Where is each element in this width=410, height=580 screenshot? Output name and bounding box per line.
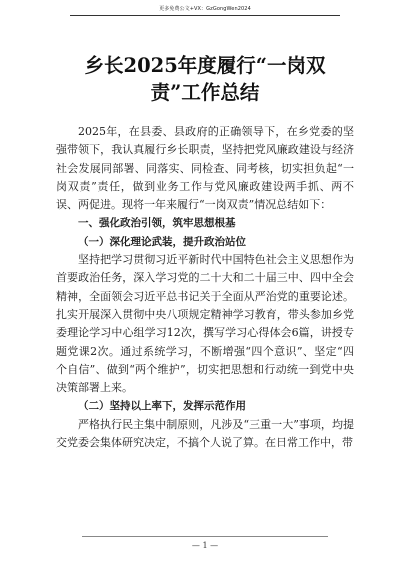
body-paragraph: 严格执行民主集中制原则，凡涉及“三重一大”事项，均提交党委会集体研究决定，不搞个人说了算。在日常工作中，带 bbox=[56, 417, 354, 450]
document-body bbox=[56, 123, 354, 452]
page-header: 更多免费公文+VX：GzGongWen2024 bbox=[159, 6, 251, 12]
header-divider bbox=[70, 15, 340, 16]
intro-paragraph: 2025年，在县委、县政府的正确领导下，在乡党委的坚强带领下，我认真履行乡长职责，坚持把党风廉政建设与经济社会发展同部署、同落实、同检查、同考核，切实担负起“一岗双责”责任，做到业务工作与党风廉政建设两手抓、两不误、两促进。现将一年来履行“一岗双责”情况总结如下： bbox=[56, 125, 354, 212]
body-paragraph: 坚持把学习贯彻习近平新时代中国特色社会主义思想作为首要政治任务，深入学习党的二十大和二十届三中、四中全会精神，全面领会习近平总书记关于全面从严治党的重要论述。扎实开展深入贯彻中央八项规定精神学习教育，带头参加乡党委理论学习中心组学习12次，撰写学习心得体会6篇，讲授专题党课2次。通过系统学习，不断增强“四个意识”、坚定“四个自信”、做到“两个维护”，切实把思想和行动统一到党中央决策部署上来。 bbox=[56, 253, 354, 395]
subsection-heading-2: （二）坚持以上率下，发挥示范作用 bbox=[78, 400, 246, 413]
footer-divider bbox=[82, 536, 328, 537]
document-title: 乡长2025年度履行“一岗双责”工作总结 bbox=[84, 54, 326, 104]
page-number: — 1 — bbox=[191, 541, 219, 550]
section-heading-1: 一、强化政治引领，筑牢思想根基 bbox=[78, 217, 236, 230]
subsection-heading-1: （一）深化理论武装，提升政治站位 bbox=[78, 235, 246, 248]
